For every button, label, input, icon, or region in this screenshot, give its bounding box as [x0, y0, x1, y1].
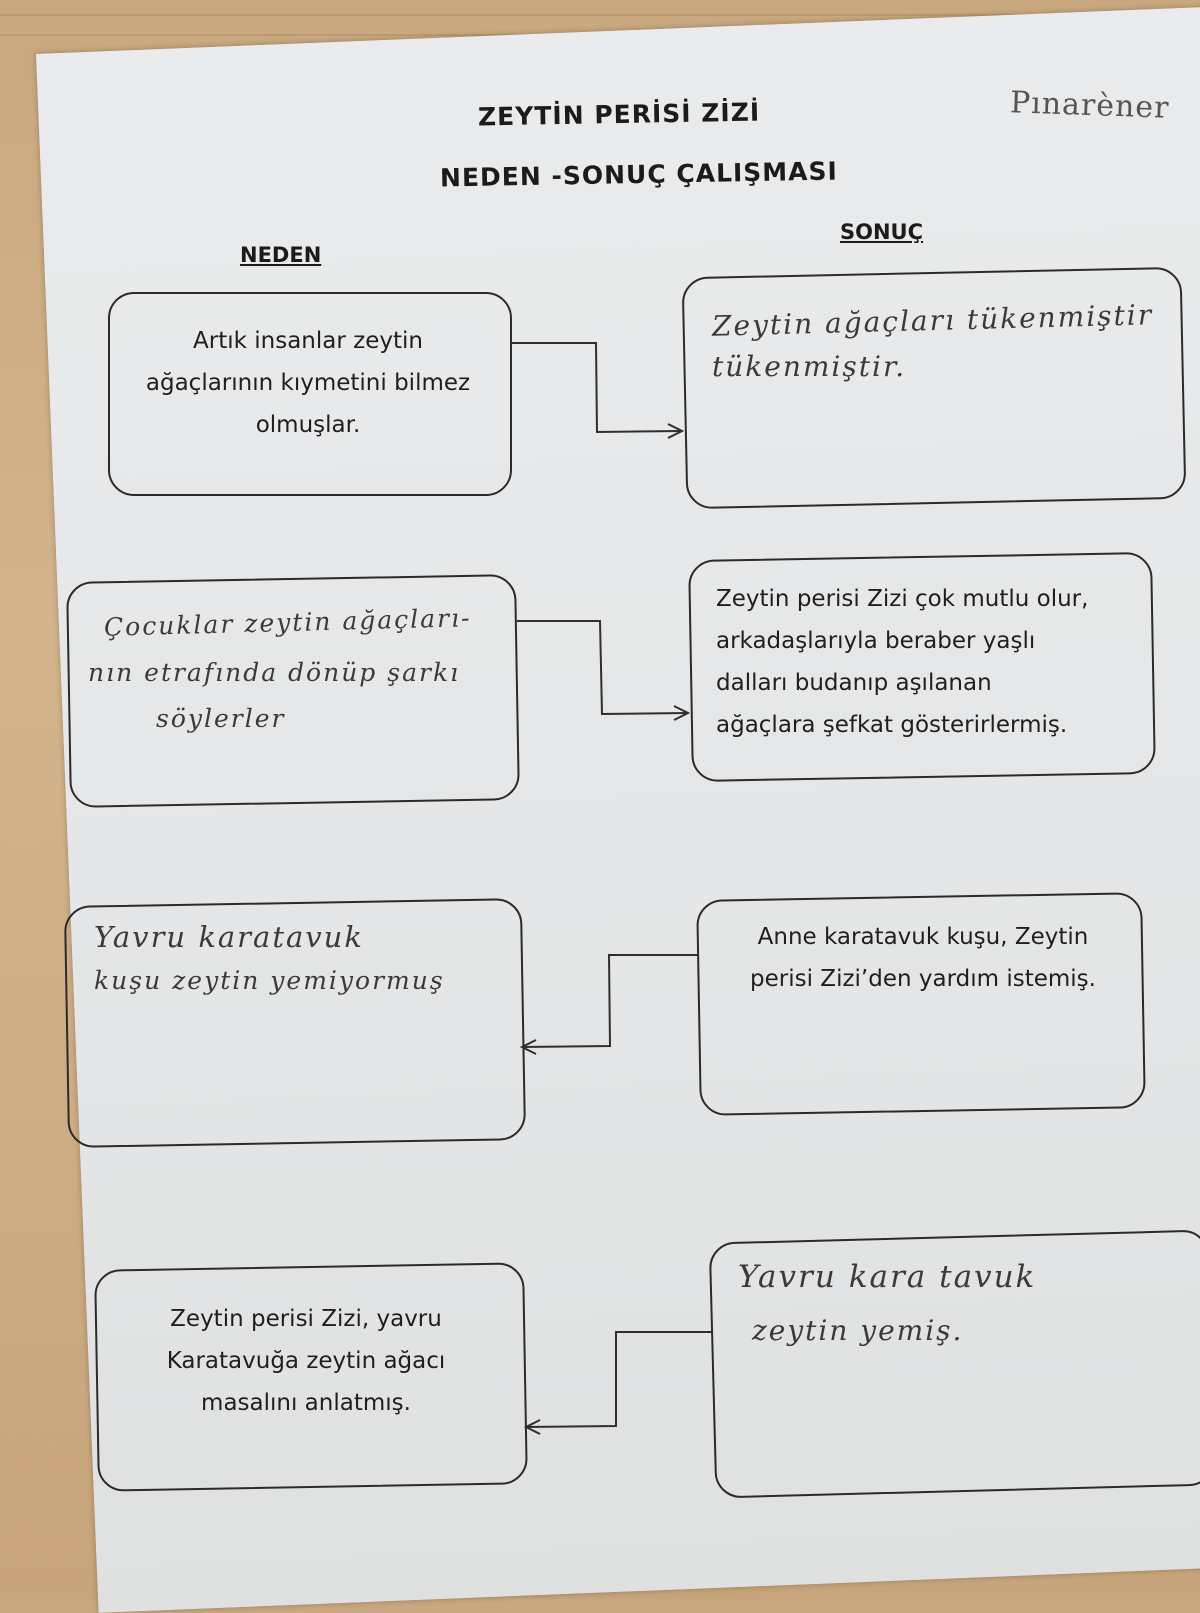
student-name-handwritten: Pınarèner — [1009, 85, 1171, 126]
cause-handwriting-2c: söylerler — [156, 704, 286, 733]
cause-handwriting-2b: nın etrafında dönüp şarkı — [88, 658, 461, 687]
arrow-row-4 — [526, 1332, 712, 1427]
arrow-row-2 — [517, 621, 688, 714]
cause-handwriting-3b: kuşu zeytin yemiyormuş — [94, 966, 445, 995]
effect-text-3: Anne karatavuk kuşu, Zeytin perisi Zizi’den yardım istemiş. — [750, 924, 1096, 992]
cause-text-4: Zeytin perisi Zizi, yavru Karatavuğa zeytin ağacı masalını anlatmış. — [166, 1306, 446, 1416]
arrow-row-3 — [522, 955, 698, 1047]
effect-column-heading: SONUÇ — [840, 220, 924, 244]
effect-handwriting-4a: Yavru kara tavuk — [738, 1259, 1037, 1295]
effect-handwriting-1: Zeytin ağaçları tükenmiştir — [711, 298, 1154, 343]
cause-column-heading: NEDEN — [240, 243, 322, 267]
worksheet-subtitle: NEDEN -SONUÇ ÇALIŞMASI — [439, 156, 839, 193]
effect-text-2: Zeytin perisi Zizi çok mutlu olur, arkadaşlarıyla beraber yaşlı dalları budanıp aşılanan ağaçlara şefkat gösterirlermiş. — [716, 586, 1089, 738]
cause-handwriting-3a: Yavru karatavuk — [94, 920, 364, 954]
effect-handwriting-4b: zeytin yemiş. — [752, 1314, 964, 1347]
cause-text-1: Artık insanlar zeytin ağaçlarının kıymetini bilmez olmuşlar. — [145, 328, 471, 438]
worksheet-title: ZEYTİN PERİSİ ZİZİ — [477, 97, 761, 132]
effect-handwriting-1b: tükenmiştir. — [712, 350, 907, 383]
arrow-row-1 — [512, 343, 682, 432]
cause-handwriting-2a: Çocuklar zeytin ağaçları- — [103, 603, 472, 642]
